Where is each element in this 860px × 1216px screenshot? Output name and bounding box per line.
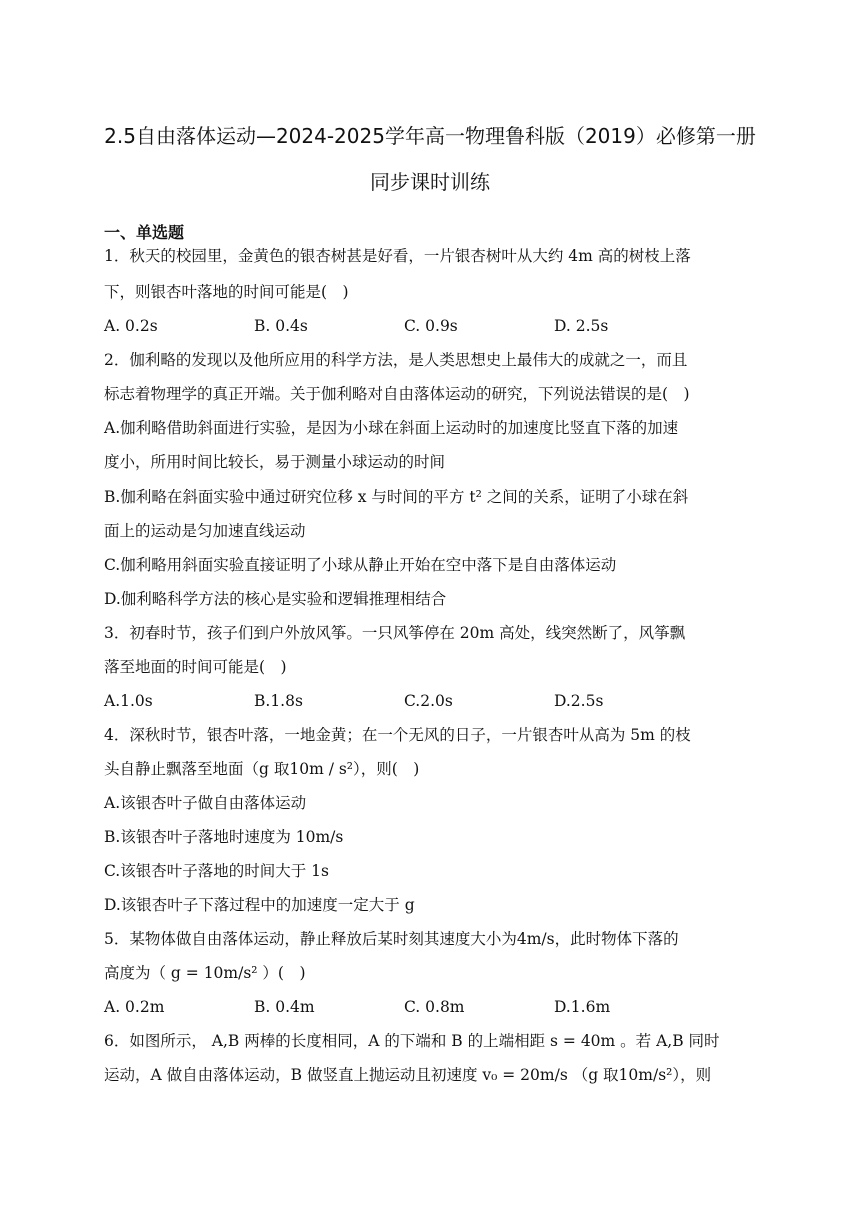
question-5-line-2: 高度为（ g = 10m/s² ）( ) [104,964,306,982]
question-3-option-d: D.2.5s [554,692,604,710]
question-2-option-d: D.伽利略科学方法的核心是实验和逻辑推理相结合 [104,590,447,608]
question-6-line-1: 6．如图所示， A,B 两棒的长度相同，A 的下端和 B 的上端相距 s = 40m 。若 A,B 同时 [104,1032,720,1050]
question-1-option-b: B. 0.4s [254,317,308,335]
question-2-option-c: C.伽利略用斜面实验直接证明了小球从静止开始在空中落下是自由落体运动 [104,556,617,574]
question-3-option-a: A.1.0s [104,692,153,710]
question-2-option-a-line-1: A.伽利略借助斜面进行实验，是因为小球在斜面上运动时的加速度比竖直下落的加速 [104,419,679,437]
question-6-line-2: 运动，A 做自由落体运动，B 做竖直上抛运动且初速度 v₀ = 20m/s （g 取10m/s²），则 [104,1066,712,1084]
question-3-option-c: C.2.0s [404,692,453,710]
question-3-line-2: 落至地面的时间可能是( ) [104,658,287,676]
question-4-option-c: C.该银杏叶子落地的时间大于 1s [104,862,329,880]
question-1-line-2: 下，则银杏叶落地的时间可能是( ) [104,283,349,301]
question-4-line-2: 头自静止飘落至地面（g 取10m / s²），则( ) [104,760,420,778]
question-5-line-1: 5．某物体做自由落体运动，静止释放后某时刻其速度大小为4m/s，此时物体下落的 [104,930,679,948]
question-4-option-d: D.该银杏叶子下落过程中的加速度一定大于 g [104,896,415,914]
question-2-option-b-line-1: B.伽利略在斜面实验中通过研究位移 x 与时间的平方 t² 之间的关系，证明了小球在斜 [104,488,689,506]
question-4-line-1: 4．深秋时节，银杏叶落，一地金黄；在一个无风的日子，一片银杏叶从高为 5m 的枝 [104,726,691,744]
document-title-line-2: 同步课时训练 [370,170,490,194]
question-2-option-a-line-2: 度小，所用时间比较长，易于测量小球运动的时间 [104,453,446,471]
question-5-option-d: D.1.6m [554,998,611,1016]
question-5-option-c: C. 0.8m [404,998,465,1016]
question-2-line-1: 2．伽利略的发现以及他所应用的科学方法，是人类思想史上最伟大的成就之一，而且 [104,351,688,369]
question-3-option-b: B.1.8s [254,692,303,710]
question-2-line-2: 标志着物理学的真正开端。关于伽利略对自由落体运动的研究，下列说法错误的是( ) [104,385,690,403]
question-1-option-d: D. 2.5s [554,317,609,335]
question-1-option-c: C. 0.9s [404,317,458,335]
question-2-option-b-line-2: 面上的运动是匀加速直线运动 [104,522,306,540]
question-1-line-1: 1．秋天的校园里，金黄色的银杏树甚是好看，一片银杏树叶从大约 4m 高的树枝上落 [104,247,691,265]
section-heading: 一、单选题 [104,223,185,242]
question-4-option-b: B.该银杏叶子落地时速度为 10m/s [104,828,344,846]
question-3-line-1: 3．初春时节，孩子们到户外放风筝。一只风筝停在 20m 高处，线突然断了，风筝飘 [104,624,686,642]
question-1-option-a: A. 0.2s [104,317,158,335]
question-5-option-a: A. 0.2m [104,998,165,1016]
question-5-option-b: B. 0.4m [254,998,315,1016]
document-title-line-1: 2.5自由落体运动—2024-2025学年高一物理鲁科版（2019）必修第一册 [104,124,756,148]
question-4-option-a: A.该银杏叶子做自由落体运动 [104,794,307,812]
